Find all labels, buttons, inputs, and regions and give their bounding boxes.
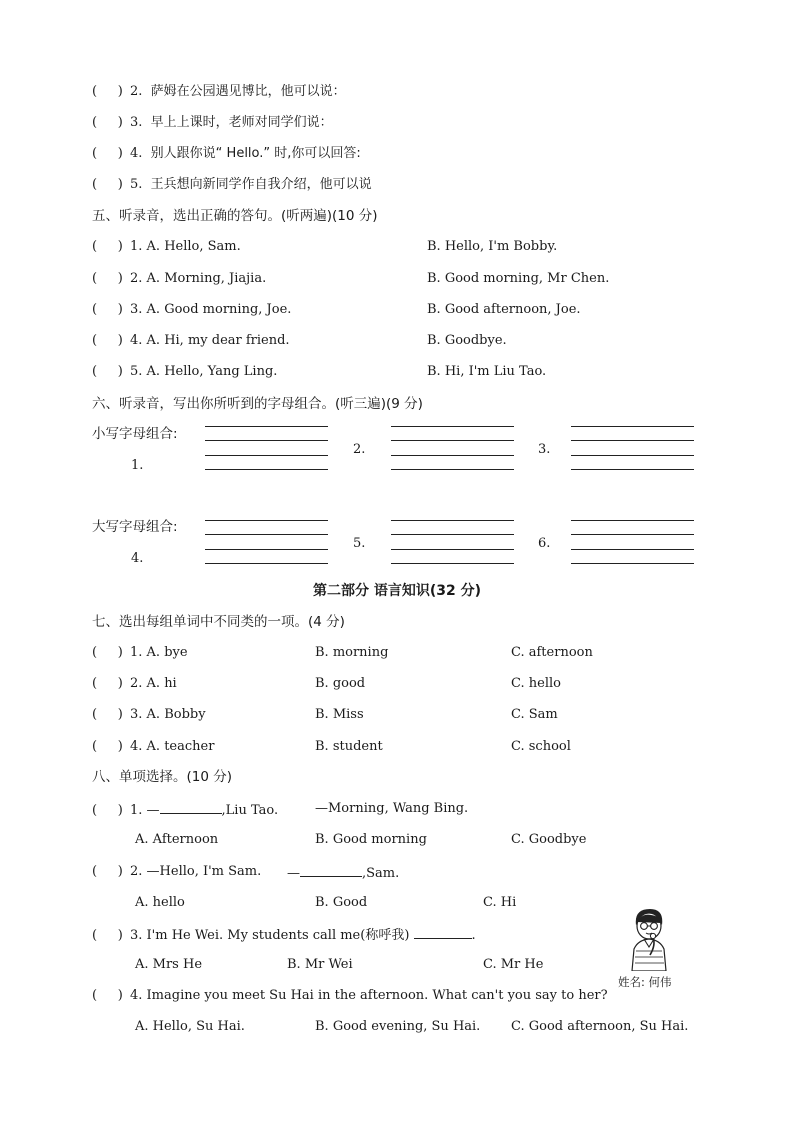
writing-line <box>205 469 328 470</box>
dialogue-reply <box>287 862 399 882</box>
question-item <box>92 986 608 1006</box>
paren-close: ) <box>117 928 123 943</box>
reply-end: ,Sam. <box>362 866 400 881</box>
writing-line <box>391 455 514 456</box>
paren-close: ) <box>117 239 123 254</box>
item-number: 2. <box>130 84 143 99</box>
question-item <box>92 82 346 102</box>
option-a: 1. A. Hello, Sam. <box>130 239 241 254</box>
question-stem-end: ,Liu Tao. <box>221 803 279 818</box>
paren-close: ) <box>117 146 123 161</box>
writing-line <box>391 440 514 441</box>
writing-line <box>205 520 328 521</box>
item-text: 早上上课时，老师对同学们说： <box>150 115 333 130</box>
option-b: B. Miss <box>315 707 364 722</box>
item-number: 5. <box>130 177 143 192</box>
option-a: A. Hello, Su Hai. <box>135 1019 245 1034</box>
item-number: 3. <box>130 115 143 130</box>
section-7-title: 七、选出每组单词中不同类的一项。(4 分) <box>92 614 345 630</box>
blank-number: 1. <box>131 458 144 473</box>
paren-close: ) <box>117 676 123 691</box>
question-item <box>92 331 290 351</box>
option-b: B. Good morning <box>315 832 427 847</box>
section-6-title: 六、听录音，写出你所听到的字母组合。(听三遍)(9 分) <box>92 396 423 412</box>
option-b: B. student <box>315 739 383 754</box>
option-a: 5. A. Hello, Yang Ling. <box>130 364 278 379</box>
option-b: B. morning <box>315 645 389 660</box>
paren-close: ) <box>117 84 123 99</box>
writing-line <box>571 563 694 564</box>
paren-open: ( <box>92 645 98 660</box>
option-b: B. good <box>315 676 366 691</box>
writing-line <box>571 534 694 535</box>
blank-number: 6. <box>538 536 551 551</box>
paren-close: ) <box>117 707 123 722</box>
paren-close: ) <box>117 739 123 754</box>
blank-number: 4. <box>131 551 144 566</box>
option-b: B. Good afternoon, Joe. <box>427 302 581 317</box>
paren-open: ( <box>92 115 98 130</box>
paren-close: ) <box>117 177 123 192</box>
question-item <box>92 144 361 164</box>
section-8-title: 八、单项选择。(10 分) <box>92 769 233 785</box>
paren-close: ) <box>117 333 123 348</box>
writing-line <box>391 563 514 564</box>
item-text: 萨姆在公园遇见博比，他可以说： <box>150 84 346 99</box>
avatar-caption: 姓名: 何伟 <box>618 975 672 989</box>
answer-blank[interactable] <box>160 799 222 814</box>
paren-open: ( <box>92 739 98 754</box>
option-c: C. Goodbye <box>511 832 587 847</box>
reply-dash: — <box>287 866 300 881</box>
writing-line <box>571 549 694 550</box>
question-item <box>92 737 214 757</box>
writing-line <box>391 469 514 470</box>
option-b: B. Good morning, Mr Chen. <box>427 271 610 286</box>
paren-open: ( <box>92 333 98 348</box>
writing-line <box>391 520 514 521</box>
answer-blank[interactable] <box>300 862 362 877</box>
part-2-title: 第二部分 语言知识(32 分) <box>312 583 482 599</box>
option-c: C. Mr He <box>483 957 544 972</box>
writing-line <box>205 455 328 456</box>
paren-open: ( <box>92 364 98 379</box>
option-a: 3. A. Bobby <box>130 707 206 722</box>
option-c: C. Sam <box>511 707 558 722</box>
option-c: C. afternoon <box>511 645 593 660</box>
option-a: 4. A. Hi, my dear friend. <box>130 333 290 348</box>
option-b: B. Hi, I'm Liu Tao. <box>427 364 547 379</box>
option-a: 4. A. teacher <box>130 739 215 754</box>
paren-open: ( <box>92 239 98 254</box>
option-a: 2. A. Morning, Jiajia. <box>130 271 267 286</box>
writing-line <box>571 520 694 521</box>
option-b: B. Good <box>315 895 368 910</box>
question-stem: 2. —Hello, I'm Sam. <box>130 864 262 879</box>
question-item <box>92 674 177 694</box>
paren-open: ( <box>92 803 98 818</box>
question-item <box>92 643 188 663</box>
writing-line <box>571 455 694 456</box>
writing-line <box>391 549 514 550</box>
paren-close: ) <box>117 364 123 379</box>
writing-line <box>571 440 694 441</box>
question-stem: 1. — <box>130 803 160 818</box>
blank-number: 2. <box>353 442 366 457</box>
writing-line <box>205 440 328 441</box>
paren-open: ( <box>92 864 98 879</box>
question-item <box>92 862 261 882</box>
paren-open: ( <box>92 84 98 99</box>
question-item <box>92 362 277 382</box>
dialogue-reply: —Morning, Wang Bing. <box>315 801 469 816</box>
paren-open: ( <box>92 271 98 286</box>
option-b: B. Hello, I'm Bobby. <box>427 239 558 254</box>
option-b: B. Good evening, Su Hai. <box>315 1019 481 1034</box>
option-a: 1. A. bye <box>130 645 188 660</box>
paren-open: ( <box>92 707 98 722</box>
blank-number: 3. <box>538 442 551 457</box>
lowercase-label: 小写字母组合: <box>92 426 178 442</box>
question-item <box>92 113 333 133</box>
paren-open: ( <box>92 988 98 1003</box>
item-text: 王兵想向新同学作自我介绍，他可以说 <box>150 177 372 192</box>
question-item <box>92 799 278 819</box>
option-c: C. hello <box>511 676 561 691</box>
question-stem: 3. I'm He Wei. My students call me(称呼我) <box>130 928 414 943</box>
paren-close: ) <box>117 271 123 286</box>
question-item <box>92 924 476 944</box>
option-a: A. hello <box>135 895 185 910</box>
writing-line <box>205 534 328 535</box>
option-c: C. school <box>511 739 571 754</box>
paren-close: ) <box>117 864 123 879</box>
item-text: 别人跟你说“ Hello.” 时,你可以回答: <box>150 146 361 161</box>
paren-close: ) <box>117 645 123 660</box>
blank-number: 5. <box>353 536 366 551</box>
option-c: C. Hi <box>483 895 517 910</box>
option-c: C. Good afternoon, Su Hai. <box>511 1019 689 1034</box>
paren-open: ( <box>92 177 98 192</box>
writing-line <box>205 563 328 564</box>
answer-blank[interactable] <box>414 924 472 939</box>
paren-open: ( <box>92 146 98 161</box>
writing-line <box>571 426 694 427</box>
option-a: 3. A. Good morning, Joe. <box>130 302 292 317</box>
option-a: A. Afternoon <box>135 832 219 847</box>
paren-close: ) <box>117 803 123 818</box>
paren-open: ( <box>92 676 98 691</box>
question-item <box>92 300 291 320</box>
section-5-title: 五、听录音，选出正确的答句。(听两遍)(10 分) <box>92 208 378 224</box>
question-item <box>92 269 266 289</box>
writing-line <box>205 426 328 427</box>
paren-close: ) <box>117 988 123 1003</box>
paren-open: ( <box>92 302 98 317</box>
question-item <box>92 705 206 725</box>
question-stem: 4. Imagine you meet Su Hai in the afternoon. What can't you say to her? <box>130 988 608 1003</box>
writing-line <box>571 469 694 470</box>
paren-open: ( <box>92 928 98 943</box>
question-item <box>92 237 241 257</box>
option-a: A. Mrs He <box>135 957 203 972</box>
item-number: 4. <box>130 146 143 161</box>
paren-close: ) <box>117 115 123 130</box>
writing-line <box>391 534 514 535</box>
writing-line <box>205 549 328 550</box>
option-b: B. Mr Wei <box>287 957 353 972</box>
teacher-avatar-illustration <box>620 905 678 971</box>
paren-close: ) <box>117 302 123 317</box>
writing-line <box>391 426 514 427</box>
question-item <box>92 175 372 195</box>
uppercase-label: 大写字母组合: <box>92 519 178 535</box>
question-stem-end: . <box>471 928 476 943</box>
option-b: B. Goodbye. <box>427 333 507 348</box>
option-a: 2. A. hi <box>130 676 177 691</box>
